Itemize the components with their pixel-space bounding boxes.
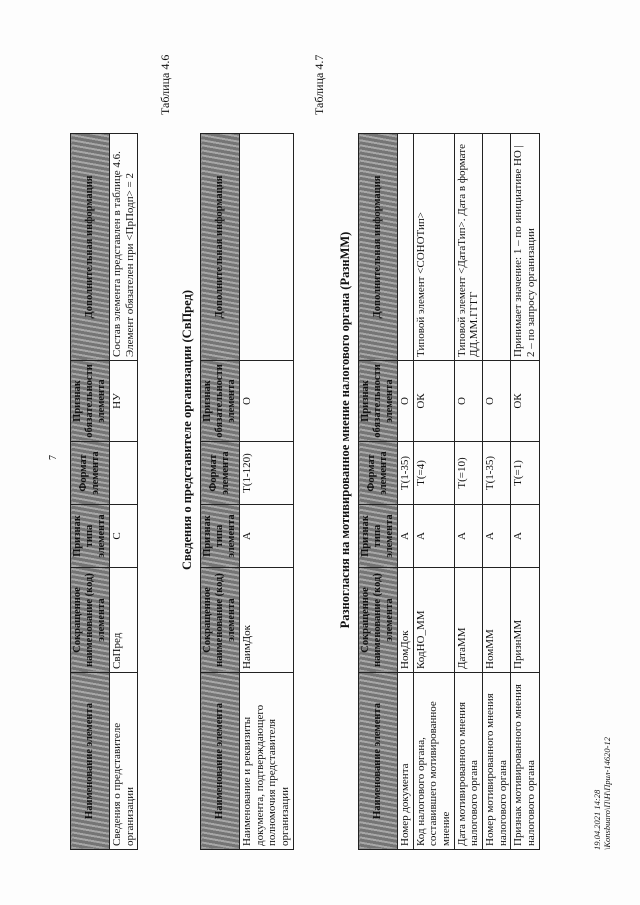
table-row [454, 134, 482, 850]
cell-format: T(=4) [413, 442, 454, 505]
header-type: Признак типа элемента [359, 505, 398, 568]
cell-format: T(1-35) [398, 442, 414, 505]
header-type: Признак типа элемента [71, 505, 110, 568]
cell-name: Номер документа [398, 673, 414, 850]
header-info: Дополнительная информация [71, 134, 110, 361]
rotated-content [20, 20, 620, 880]
cell-required: ОК [511, 361, 539, 442]
cell-type: А [454, 505, 482, 568]
cell-name: Наименование и реквизиты документа, подтверждающего полномочия представителя организации [240, 673, 294, 850]
cell-required: О [454, 361, 482, 442]
table-header-row [359, 134, 398, 850]
header-code: Сокращенное наименование (код) элемента [201, 568, 240, 673]
table-row [413, 134, 454, 850]
header-name: Наименование элемента [71, 673, 110, 850]
cell-type: С [110, 505, 138, 568]
cell-type: А [240, 505, 294, 568]
header-format: Формат элемента [71, 442, 110, 505]
cell-name: Признак мотивированного мнения налогового органа [511, 673, 539, 850]
cell-format: T(1-120) [240, 442, 294, 505]
cell-required: О [398, 361, 414, 442]
cell-code: НаимДок [240, 568, 294, 673]
header-required: Признак обязательности элемента [359, 361, 398, 442]
cell-info: Типовой элемент <СОНОТип> [413, 134, 454, 361]
table-heading-raznmm: Разногласия на мотивированное мнение налогового органа (РазнММ) [338, 231, 352, 629]
table-header-row [71, 134, 110, 850]
footer-line-date: 19.04.2021 14:28 [592, 789, 602, 850]
header-name: Наименование элемента [359, 673, 398, 850]
cell-name: Дата мотивированного мнения налогового органа [454, 673, 482, 850]
cell-format: T(1-35) [483, 442, 511, 505]
cell-name: Код налогового органа, составившего мотивированное мнение [413, 673, 454, 850]
footer-line-path: \Konsbuaro\П\Н\Прил-14620-12 [602, 737, 613, 850]
cell-info: Состав элемента представлен в таблице 4.6. Элемент обязателен при <ПрПодп> = 2 [110, 134, 138, 361]
cell-required: О [483, 361, 511, 442]
header-type: Признак типа элемента [201, 505, 240, 568]
table-heading-svpred: Сведения о представителе организации (СвПред) [180, 290, 194, 570]
cell-required: НУ [110, 361, 138, 442]
table-svpred [200, 133, 294, 850]
header-code: Сокращенное наименование (код) элемента [71, 568, 110, 673]
header-info: Дополнительная информация [359, 134, 398, 361]
cell-code: НомДок [398, 568, 414, 673]
cell-format [110, 442, 138, 505]
table-header-row [201, 134, 240, 850]
cell-required: О [240, 361, 294, 442]
table-caption-4-7: Таблица 4.7 [312, 54, 326, 115]
table-row [511, 134, 539, 850]
cell-code: КодНО_ММ [413, 568, 454, 673]
cell-code: ПризнММ [511, 568, 539, 673]
cell-format: T(=1) [511, 442, 539, 505]
cell-name: Номер мотивированного мнения налогового органа [483, 673, 511, 850]
header-info: Дополнительная информация [201, 134, 240, 361]
header-required: Признак обязательности элемента [201, 361, 240, 442]
cell-required: ОК [413, 361, 454, 442]
table-row [110, 134, 138, 850]
table-caption-4-6: Таблица 4.6 [158, 54, 172, 115]
table-raznmm [358, 133, 540, 850]
footer-stamp [592, 737, 612, 850]
cell-type: А [483, 505, 511, 568]
cell-info [240, 134, 294, 361]
cell-format: T(=10) [454, 442, 482, 505]
table-row [398, 134, 414, 850]
header-name: Наименование элемента [201, 673, 240, 850]
cell-type: А [413, 505, 454, 568]
table-svpred-parent [70, 133, 138, 850]
cell-code: НомММ [483, 568, 511, 673]
header-required: Признак обязательности элемента [71, 361, 110, 442]
cell-code: СвПред [110, 568, 138, 673]
header-code: Сокращенное наименование (код) элемента [359, 568, 398, 673]
header-format: Формат элемента [359, 442, 398, 505]
cell-type: А [511, 505, 539, 568]
table-row [240, 134, 294, 850]
header-format: Формат элемента [201, 442, 240, 505]
cell-info [398, 134, 414, 361]
table-row [483, 134, 511, 850]
cell-info: Принимает значение: 1 – по инициативе НО | 2 – по запросу организации [511, 134, 539, 361]
page-number: 7 [48, 455, 59, 460]
cell-name: Сведения о представителе организации [110, 673, 138, 850]
cell-info: Типовой элемент <ДатаТип>. Дата в формате ДД.ММ.ГГГГ [454, 134, 482, 361]
cell-type: А [398, 505, 414, 568]
cell-info [483, 134, 511, 361]
cell-code: ДатаММ [454, 568, 482, 673]
